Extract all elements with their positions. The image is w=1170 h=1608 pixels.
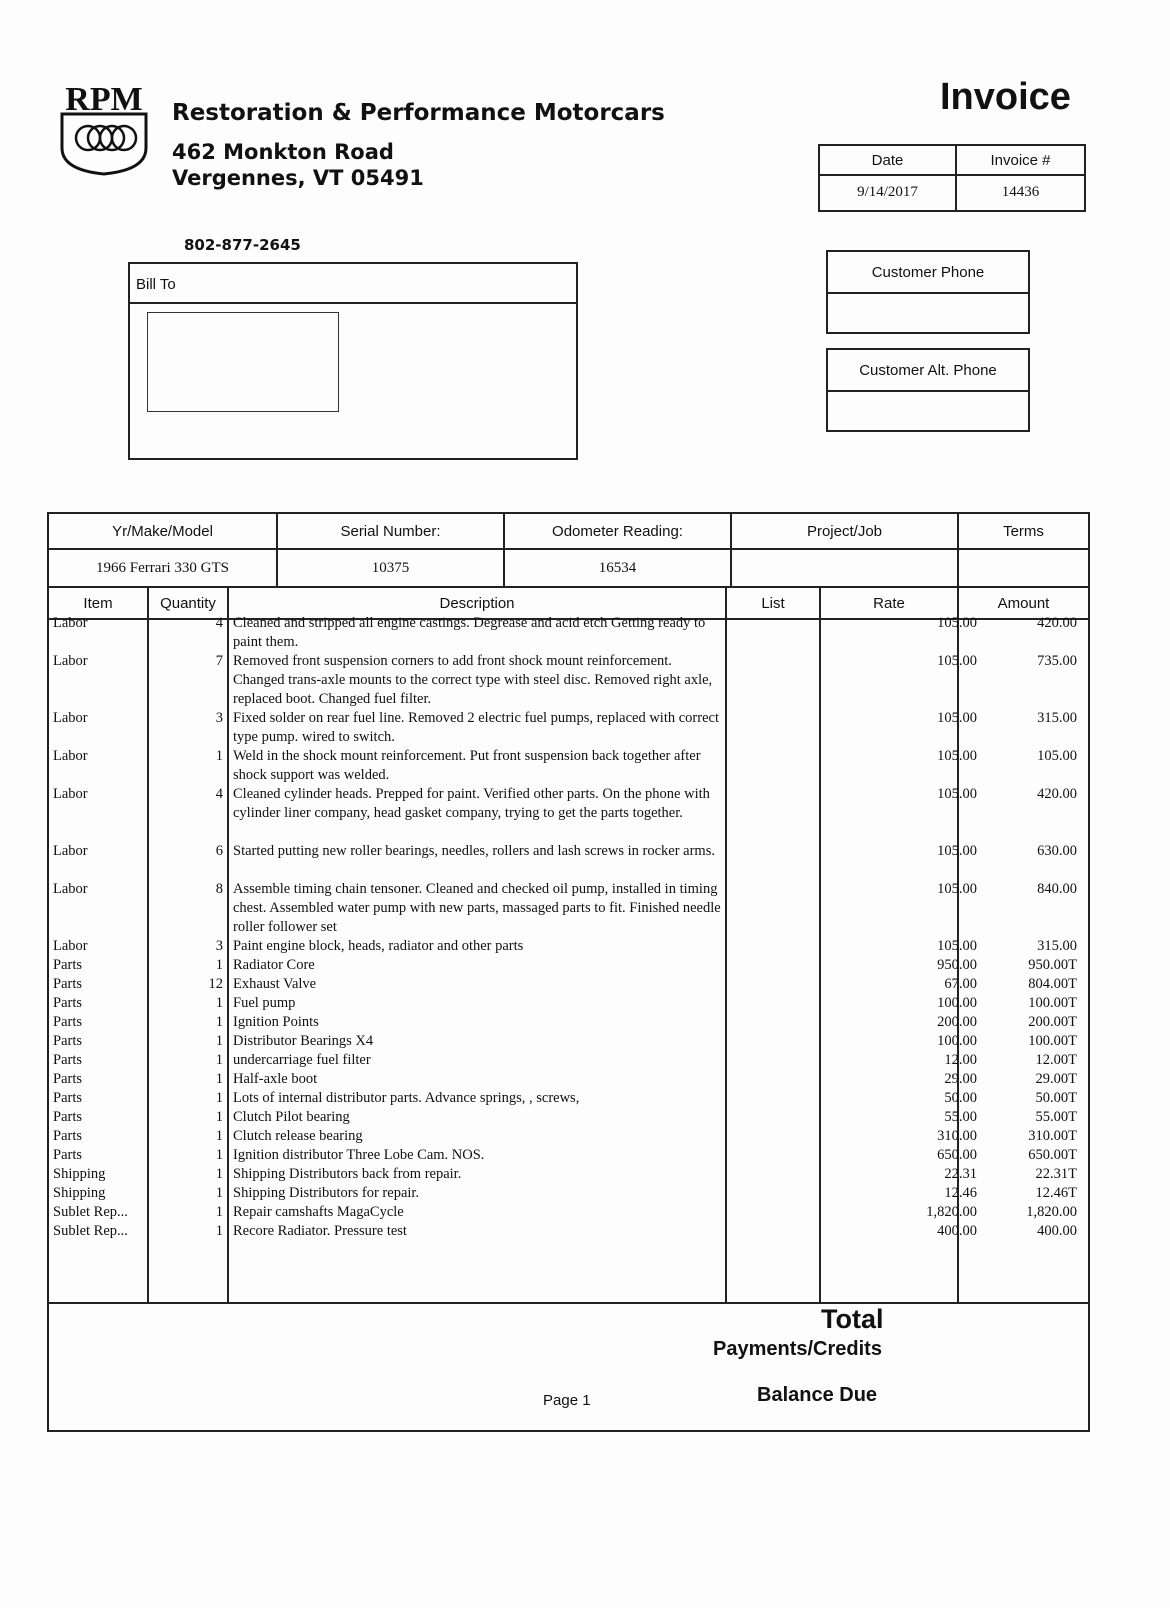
vehicle-info-table — [47, 512, 1090, 588]
quantity-cell: 3 — [215, 938, 223, 954]
description-cell: Shipping Distributors back from repair. — [233, 1166, 462, 1182]
amount-cell: 840.00 — [1037, 881, 1077, 897]
item-cell: Parts — [53, 1052, 82, 1068]
item-cell: Labor — [53, 786, 88, 802]
rate-cell: 105.00 — [937, 881, 977, 897]
rate-cell: 310.00 — [937, 1128, 977, 1144]
description-cell: Started putting new roller bearings, needles, rollers and lash screws in rocker arms. — [233, 843, 715, 859]
description-cell: Removed front suspension corners to add front shock mount reinforcement. Changed trans-axle mounts to the correct type with steel disc. Removed right axle, replaced boot. Changed fuel filter. — [233, 653, 713, 707]
amount-cell: 100.00T — [1028, 995, 1077, 1011]
description-cell: Weld in the shock mount reinforcement. Put front suspension back together after shock support was welded. — [233, 748, 701, 783]
invoice-meta-box — [818, 144, 1086, 212]
rate-cell: 950.00 — [937, 957, 977, 973]
amount-cell: 950.00T — [1028, 957, 1077, 973]
rate-cell: 200.00 — [937, 1014, 977, 1030]
amount-cell: 100.00T — [1028, 1033, 1077, 1049]
amount-cell: 400.00 — [1037, 1223, 1077, 1239]
bill-to-address-area — [147, 312, 339, 412]
amount-cell: 105.00 — [1037, 748, 1077, 764]
quantity-cell: 1 — [215, 1052, 223, 1068]
amount-cell: 735.00 — [1037, 653, 1077, 669]
quantity-cell: 1 — [215, 1090, 223, 1106]
bill-to-box — [128, 262, 578, 460]
item-cell: Labor — [53, 615, 88, 631]
description-cell: Recore Radiator. Pressure test — [233, 1223, 407, 1239]
description-cell: Exhaust Valve — [233, 976, 317, 992]
quantity-cell: 1 — [215, 1071, 223, 1087]
rate-cell: 650.00 — [937, 1147, 977, 1163]
amount-cell: 12.46T — [1035, 1185, 1077, 1201]
customer-alt-phone-label: Customer Alt. Phone — [859, 362, 997, 379]
description-cell: Cleaned and stripped all engine castings. Degrease and acid etch Getting ready to paint them. — [233, 615, 706, 650]
amount-cell: 310.00T — [1028, 1128, 1077, 1144]
amount-cell: 420.00 — [1037, 615, 1077, 631]
invoice-number: 14436 — [1001, 184, 1040, 200]
items-header-item: Item — [83, 595, 113, 612]
customer-phone-box — [826, 250, 1030, 334]
item-cell: Parts — [53, 1147, 82, 1163]
payments-credits-label: Payments/Credits — [713, 1338, 882, 1360]
quantity-cell: 7 — [215, 653, 223, 669]
rate-cell: 105.00 — [937, 653, 977, 669]
document-title: Invoice — [940, 76, 1071, 118]
item-cell: Labor — [53, 938, 88, 954]
item-cell: Labor — [53, 748, 88, 764]
amount-cell: 650.00T — [1028, 1147, 1077, 1163]
vehicle-odometer: 16534 — [598, 560, 637, 576]
description-cell: Ignition Points — [233, 1014, 319, 1030]
description-cell: undercarriage fuel filter — [233, 1052, 371, 1068]
item-cell: Labor — [53, 881, 88, 897]
description-cell: Ignition distributor Three Lobe Cam. NOS. — [233, 1147, 485, 1163]
items-header-amount: Amount — [997, 595, 1050, 612]
description-cell: Shipping Distributors for repair. — [233, 1185, 420, 1201]
items-header-rate: Rate — [873, 595, 905, 612]
rate-cell: 67.00 — [944, 976, 977, 992]
page-number: Page 1 — [543, 1392, 591, 1409]
customer-phone-label: Customer Phone — [871, 264, 985, 281]
vehicle-serial: 10375 — [371, 560, 410, 576]
description-cell: Half-axle boot — [233, 1071, 318, 1087]
rate-cell: 29.00 — [944, 1071, 977, 1087]
amount-cell: 1,820.00 — [1026, 1204, 1077, 1220]
vehicle-header-serial: Serial Number: — [340, 523, 441, 540]
rate-cell: 100.00 — [937, 1033, 977, 1049]
item-cell: Sublet Rep... — [53, 1223, 128, 1239]
rate-cell: 22.31 — [944, 1166, 977, 1182]
quantity-cell: 1 — [215, 1223, 223, 1239]
invoice-footer — [47, 1302, 1090, 1432]
rate-cell: 105.00 — [937, 748, 977, 764]
item-cell: Labor — [53, 653, 88, 669]
description-cell: Fixed solder on rear fuel line. Removed 2 electric fuel pumps, replaced with correct type pump. wired to switch. — [233, 710, 719, 745]
amount-cell: 804.00T — [1028, 976, 1077, 992]
rate-cell: 1,820.00 — [926, 1204, 977, 1220]
item-cell: Parts — [53, 1071, 82, 1087]
rate-cell: 12.46 — [944, 1185, 977, 1201]
amount-cell: 420.00 — [1037, 786, 1077, 802]
item-cell: Shipping — [53, 1166, 106, 1182]
quantity-cell: 1 — [215, 1014, 223, 1030]
rate-cell: 100.00 — [937, 995, 977, 1011]
item-cell: Labor — [53, 710, 88, 726]
quantity-cell: 1 — [215, 748, 223, 764]
quantity-cell: 1 — [215, 1204, 223, 1220]
rate-cell: 55.00 — [944, 1109, 977, 1125]
amount-cell: 29.00T — [1035, 1071, 1077, 1087]
quantity-cell: 4 — [215, 786, 223, 802]
company-name: Restoration & Performance Motorcars — [172, 100, 665, 126]
items-header-description: Description — [439, 595, 515, 612]
rate-cell: 400.00 — [937, 1223, 977, 1239]
rate-cell: 105.00 — [937, 710, 977, 726]
description-cell: Cleaned cylinder heads. Prepped for paint. Verified other parts. On the phone with cylinder liner company, head gasket company, trying to get the parts together. — [233, 786, 710, 821]
total-label: Total — [821, 1304, 884, 1334]
quantity-cell: 1 — [215, 1147, 223, 1163]
description-cell: Paint engine block, heads, radiator and other parts — [233, 938, 524, 954]
company-address-line1: 462 Monkton Road — [172, 140, 394, 164]
items-rows — [47, 614, 1090, 1304]
invoice-date: 9/14/2017 — [857, 184, 918, 200]
description-cell: Fuel pump — [233, 995, 296, 1011]
quantity-cell: 1 — [215, 957, 223, 973]
item-cell: Parts — [53, 976, 82, 992]
amount-cell: 22.31T — [1035, 1166, 1077, 1182]
items-header-quantity: Quantity — [160, 595, 216, 612]
logo-text: RPM — [65, 81, 143, 118]
amount-cell: 12.00T — [1035, 1052, 1077, 1068]
vehicle-header-odometer: Odometer Reading: — [552, 523, 683, 540]
invoice-number-label: Invoice # — [990, 152, 1051, 169]
rate-cell: 12.00 — [944, 1052, 977, 1068]
vehicle-header-project: Project/Job — [806, 523, 883, 540]
description-cell: Assemble timing chain tensoner. Cleaned and checked oil pump, installed in timing chest. Assembled water pump with new parts, massaged parts to fit. Finished needle roller follower set — [233, 881, 721, 935]
description-cell: Clutch Pilot bearing — [233, 1109, 350, 1125]
description-cell: Distributor Bearings X4 — [233, 1033, 374, 1049]
amount-cell: 315.00 — [1037, 938, 1077, 954]
quantity-cell: 12 — [208, 976, 223, 992]
quantity-cell: 1 — [215, 1185, 223, 1201]
quantity-cell: 1 — [215, 1128, 223, 1144]
quantity-cell: 4 — [215, 615, 223, 631]
description-cell: Clutch release bearing — [233, 1128, 363, 1144]
rate-cell: 105.00 — [937, 843, 977, 859]
quantity-cell: 3 — [215, 710, 223, 726]
item-cell: Shipping — [53, 1185, 106, 1201]
balance-due-label: Balance Due — [757, 1384, 878, 1406]
rate-cell: 105.00 — [937, 615, 977, 631]
item-cell: Parts — [53, 1014, 82, 1030]
amount-cell: 630.00 — [1037, 843, 1077, 859]
bill-to-label: Bill To — [136, 276, 176, 293]
rate-cell: 50.00 — [944, 1090, 977, 1106]
company-phone: 802-877-2645 — [184, 236, 301, 254]
item-cell: Parts — [53, 957, 82, 973]
rate-cell: 105.00 — [937, 786, 977, 802]
company-address-line2: Vergennes, VT 05491 — [172, 166, 424, 190]
item-cell: Labor — [53, 843, 88, 859]
items-header-list: List — [761, 595, 785, 612]
company-logo — [54, 78, 154, 178]
quantity-cell: 1 — [215, 1033, 223, 1049]
customer-alt-phone-box — [826, 348, 1030, 432]
description-cell: Repair camshafts MagaCycle — [233, 1204, 404, 1220]
item-cell: Parts — [53, 1128, 82, 1144]
amount-cell: 200.00T — [1028, 1014, 1077, 1030]
item-cell: Parts — [53, 1109, 82, 1125]
vehicle-header-model: Yr/Make/Model — [112, 523, 213, 540]
quantity-cell: 8 — [215, 881, 223, 897]
item-cell: Sublet Rep... — [53, 1204, 128, 1220]
date-label: Date — [871, 152, 904, 169]
quantity-cell: 1 — [215, 1109, 223, 1125]
description-cell: Lots of internal distributor parts. Advance springs, , screws, — [233, 1090, 580, 1106]
rate-cell: 105.00 — [937, 938, 977, 954]
description-cell: Radiator Core — [233, 957, 315, 973]
amount-cell: 50.00T — [1035, 1090, 1077, 1106]
vehicle-model: 1966 Ferrari 330 GTS — [96, 560, 229, 576]
item-cell: Parts — [53, 995, 82, 1011]
item-cell: Parts — [53, 1033, 82, 1049]
quantity-cell: 6 — [215, 843, 223, 859]
amount-cell: 55.00T — [1035, 1109, 1077, 1125]
quantity-cell: 1 — [215, 995, 223, 1011]
vehicle-header-terms: Terms — [1003, 523, 1044, 540]
quantity-cell: 1 — [215, 1166, 223, 1182]
item-cell: Parts — [53, 1090, 82, 1106]
amount-cell: 315.00 — [1037, 710, 1077, 726]
